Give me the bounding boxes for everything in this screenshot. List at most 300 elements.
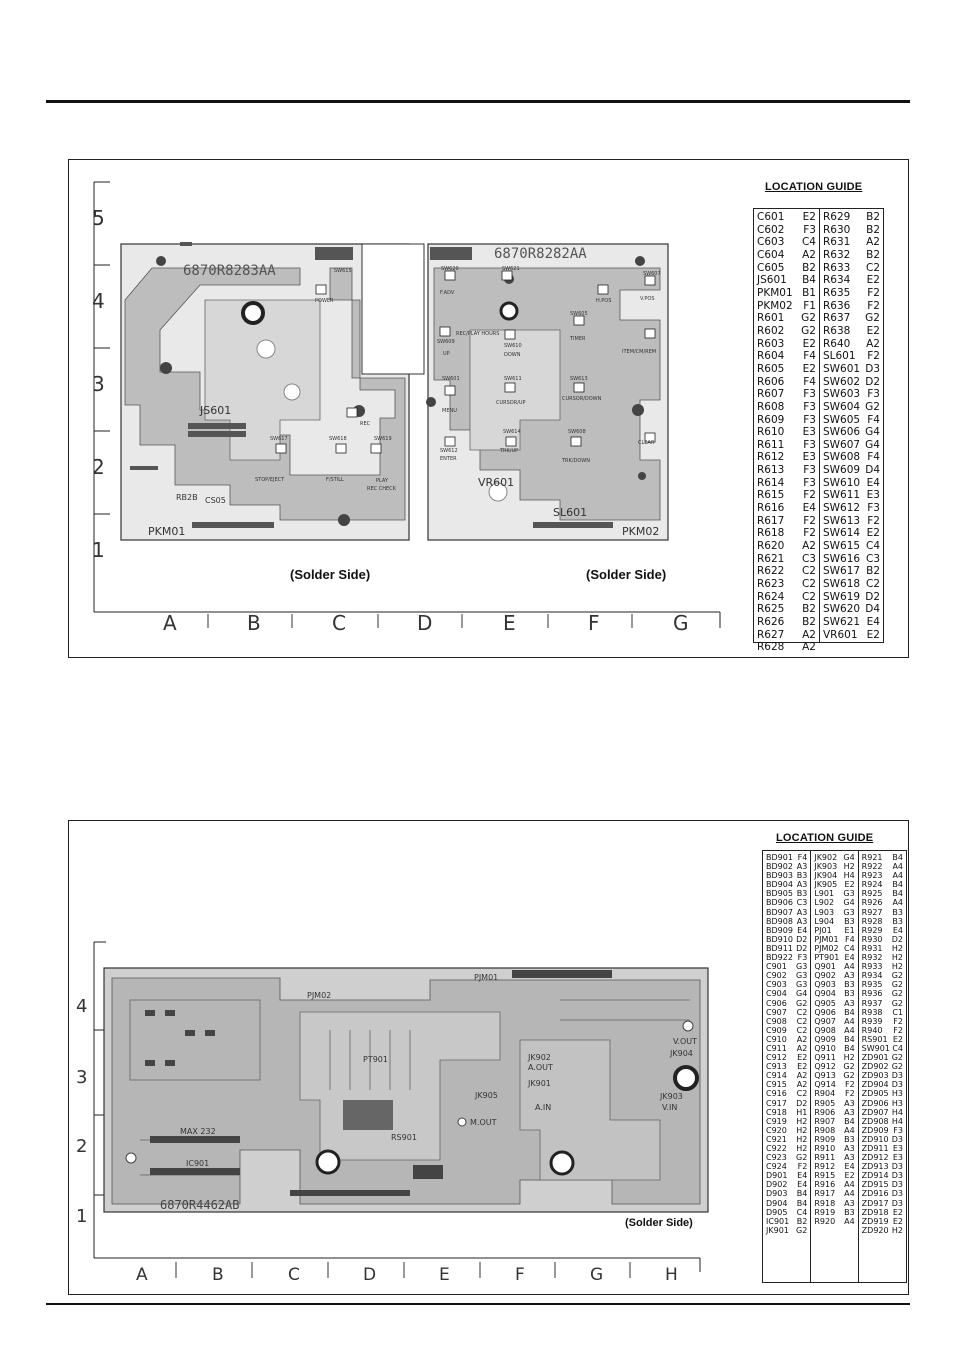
guide-row (862, 889, 903, 898)
guide-location: H4 (843, 871, 855, 881)
guide-part: SW608 (822, 451, 861, 464)
guide-row (814, 962, 854, 971)
guide-location: B3 (844, 1207, 855, 1217)
label-h-pos: H.POS (596, 298, 612, 304)
guide-row (862, 1044, 903, 1053)
guide-row (766, 1135, 807, 1144)
guide-location: F1 (803, 299, 816, 312)
guide-part: L903 (814, 907, 835, 917)
guide-location: F4 (867, 451, 880, 464)
guide-part: ZD902 (861, 1062, 889, 1072)
guide-row (814, 862, 854, 871)
guide-part: JK903 (814, 862, 838, 872)
guide-location: E4 (866, 616, 880, 628)
label-sw619: SW619 (374, 436, 392, 442)
guide-location: G2 (891, 989, 903, 999)
guide-location: A2 (796, 1071, 808, 1081)
guide-part: R606 (757, 375, 785, 388)
guide-part: SW609 (822, 464, 861, 477)
guide-row (814, 1026, 854, 1035)
guide-part: ZD905 (861, 1089, 889, 1099)
label-sw618: SW618 (329, 436, 347, 442)
guide-part: R933 (861, 962, 883, 972)
part-pt901: PT901 (363, 1055, 388, 1064)
guide-row (766, 1126, 807, 1135)
guide-part: C902 (766, 971, 787, 981)
guide-location: H2 (891, 962, 903, 972)
part-jk902: JK902 (528, 1053, 551, 1062)
guide-part: C605 (757, 261, 785, 274)
label-up: UP (443, 351, 450, 357)
guide-row (814, 1126, 854, 1135)
guide-part: R623 (757, 578, 785, 591)
guide-part: ZD918 (861, 1207, 889, 1217)
guide-part: R926 (861, 898, 883, 908)
label-v-pos: V.POS (640, 296, 655, 302)
guide-part: D903 (766, 1189, 788, 1199)
axis-y-3: 3 (92, 372, 105, 396)
guide-location: F3 (803, 438, 816, 451)
guide-part: ZD912 (861, 1153, 889, 1163)
guide-row (814, 1217, 854, 1226)
guide-location: D3 (891, 1198, 903, 1208)
guide-part: R906 (814, 1107, 836, 1117)
guide-part: ZD917 (861, 1198, 889, 1208)
guide-location: G2 (865, 312, 880, 325)
guide-location: D3 (865, 362, 880, 375)
guide-location: F2 (867, 286, 880, 299)
guide-row (814, 889, 854, 898)
guide-row (766, 1226, 807, 1235)
guide-part: D905 (766, 1207, 788, 1217)
guide-location: B2 (796, 1216, 808, 1226)
axis2-y-1: 1 (76, 1206, 88, 1227)
guide-part: R636 (822, 299, 851, 312)
guide-location: A3 (796, 880, 808, 890)
guide-location: D2 (796, 943, 808, 953)
guide-part: R616 (757, 502, 785, 515)
guide-location: C3 (796, 898, 808, 908)
guide-location: E2 (866, 324, 880, 337)
guide-part: SW613 (822, 514, 861, 527)
guide-row (814, 1144, 854, 1153)
guide-row (862, 1071, 903, 1080)
connector-rb2b: RB2B (176, 493, 198, 502)
guide-row (766, 971, 807, 980)
guide-location: F2 (893, 1016, 903, 1026)
guide-part: C917 (766, 1098, 787, 1108)
guide-location: E3 (802, 451, 816, 464)
connector-sl601: SL601 (553, 506, 588, 519)
guide-location: D4 (865, 603, 880, 616)
guide-row (862, 1035, 903, 1044)
guide-row (814, 1208, 854, 1217)
guide-part: Q909 (814, 1034, 836, 1044)
guide-location: C1 (892, 1007, 903, 1017)
guide-location: C4 (865, 540, 880, 553)
guide-location: F3 (867, 388, 880, 401)
guide-location: A2 (802, 540, 816, 553)
label-sw621: SW621 (502, 266, 520, 272)
axis-x-c: C (332, 611, 346, 635)
axis2-x-a: A (136, 1265, 148, 1285)
guide-location: A4 (844, 1180, 855, 1190)
guide-part: R905 (814, 1098, 836, 1108)
guide-row (814, 989, 854, 998)
guide-part: Q913 (814, 1071, 836, 1081)
guide-location: F3 (893, 1125, 903, 1135)
axis2-y-4: 4 (76, 996, 88, 1017)
guide-part: ZD915 (861, 1180, 889, 1190)
guide-part: R910 (814, 1144, 836, 1153)
left-board-label: 6870R8283AA (183, 263, 276, 279)
label-rec-check: REC CHECK (367, 486, 396, 492)
axis2-x-d: D (363, 1265, 377, 1285)
guide-location: E4 (892, 925, 903, 935)
label-rec: REC (360, 421, 371, 427)
guide-row (862, 989, 903, 998)
guide-location: E3 (892, 1144, 903, 1153)
guide-row (766, 935, 807, 944)
guide-location: F2 (844, 1089, 855, 1099)
guide-part: SW620 (822, 603, 861, 616)
guide-part: SW602 (822, 375, 861, 388)
axis-x-g: G (673, 611, 689, 635)
guide-part: R640 (822, 337, 851, 350)
label-sw601: SW601 (442, 376, 460, 382)
guide-part: R909 (814, 1134, 836, 1144)
guide-part: R605 (757, 362, 785, 375)
guide-location: B4 (892, 853, 903, 862)
guide-location: G2 (801, 324, 816, 337)
guide-location: C3 (801, 552, 816, 565)
guide-row (862, 1017, 903, 1026)
label-power: POWER (315, 298, 334, 304)
guide-row (814, 944, 854, 953)
guide-location: C4 (843, 943, 855, 953)
guide-part: IC901 (766, 1216, 790, 1226)
guide-location: B2 (802, 616, 816, 628)
guide-part: Q912 (814, 1062, 836, 1072)
guide-part: Q906 (814, 1007, 836, 1017)
guide-row (814, 971, 854, 980)
guide-part: L904 (814, 916, 835, 926)
guide-location: C2 (796, 1025, 808, 1035)
guide-location: A4 (844, 1216, 855, 1226)
guide-part: R911 (814, 1153, 836, 1163)
guide-location: E2 (892, 1216, 903, 1226)
guide-row (766, 1053, 807, 1062)
guide-row (814, 908, 854, 917)
guide-location: H2 (796, 1125, 808, 1135)
guide-part: ZD904 (861, 1080, 889, 1090)
guide-location: B3 (844, 916, 855, 926)
right-board-label: 6870R8282AA (494, 246, 587, 262)
axis2-x-b: B (212, 1265, 224, 1285)
guide-part: SW604 (822, 400, 861, 413)
guide-location: B4 (892, 880, 903, 890)
guide-location: E3 (892, 1153, 903, 1163)
guide-location: C2 (801, 578, 816, 591)
guide-part: C602 (757, 223, 785, 236)
guide-location: A4 (892, 898, 903, 908)
guide-row (766, 1162, 807, 1171)
guide-part: ZD903 (861, 1071, 889, 1081)
guide-location: D2 (796, 1098, 808, 1108)
guide-location: F3 (803, 400, 816, 413)
guide-part: R638 (822, 324, 851, 337)
guide-location: B3 (844, 980, 855, 990)
guide-location: B4 (802, 274, 816, 287)
label-down: DOWN (504, 352, 521, 358)
guide-location: E4 (844, 953, 855, 963)
guide-location: E4 (797, 1171, 808, 1181)
guide-location: A3 (844, 1107, 855, 1117)
guide-row (766, 1008, 807, 1017)
guide-location: B4 (844, 1007, 855, 1017)
guide-row (862, 1089, 903, 1098)
guide2-col-0 (763, 851, 811, 1282)
guide-location: E2 (802, 337, 816, 350)
guide-part: R611 (757, 438, 785, 451)
guide-location: G2 (843, 1062, 855, 1072)
guide-location: D3 (891, 1071, 903, 1081)
guide-part: R609 (757, 413, 785, 426)
label-sw617: SW617 (270, 436, 288, 442)
guide-location: G3 (843, 907, 855, 917)
guide-part: R920 (814, 1216, 836, 1226)
connector-js601: JS601 (200, 404, 232, 417)
guide-row (814, 1199, 854, 1208)
guide-row (862, 999, 903, 1008)
guide-part: R919 (814, 1207, 836, 1217)
guide-part: ZD913 (861, 1162, 889, 1172)
guide-part: R633 (822, 261, 851, 274)
guide-row (814, 853, 854, 862)
guide-row (814, 917, 854, 926)
guide-row (862, 1080, 903, 1089)
guide-row (814, 898, 854, 907)
guide-row (814, 1108, 854, 1117)
guide-location: A2 (796, 1034, 808, 1044)
guide-row (814, 1071, 854, 1080)
guide-part: R624 (757, 590, 785, 603)
guide-location: G3 (843, 889, 855, 899)
guide-part: SW607 (822, 438, 861, 451)
guide-location: H2 (891, 953, 903, 963)
connector-cs05: CS05 (205, 496, 226, 505)
guide-part: ZD914 (861, 1171, 889, 1181)
guide-location: D4 (865, 464, 880, 477)
guide-row (814, 1180, 854, 1189)
guide-row (766, 953, 807, 962)
guide-row (766, 1044, 807, 1053)
guide-location: F2 (803, 514, 816, 527)
guide-row (814, 1089, 854, 1098)
guide-row (766, 1026, 807, 1035)
axis-x-e: E (503, 611, 516, 635)
guide-part: R620 (757, 540, 785, 553)
guide-row (862, 1199, 903, 1208)
guide-part: R629 (822, 211, 851, 223)
guide-location: B3 (892, 907, 903, 917)
guide-part: R622 (757, 565, 785, 578)
guide-location: E2 (866, 527, 880, 540)
guide-location: A2 (866, 337, 880, 350)
guide-row (862, 1144, 903, 1153)
guide-location: F3 (797, 953, 808, 963)
guide-location: A4 (844, 962, 855, 972)
guide-part: SW619 (822, 590, 861, 603)
axis-x-f: F (588, 611, 600, 635)
guide-location: A3 (844, 1153, 855, 1163)
guide-location: F2 (867, 514, 880, 527)
guide-part: SW901 (861, 1043, 890, 1053)
guide-part: PT901 (814, 953, 840, 963)
guide-location: G2 (796, 1153, 808, 1163)
guide-location: D2 (865, 590, 880, 603)
guide-part: VR601 (822, 628, 858, 641)
guide-part: Q908 (814, 1025, 836, 1035)
guide-row (862, 908, 903, 917)
guide-part: R627 (757, 628, 785, 641)
guide-part: C920 (766, 1125, 787, 1135)
guide-part: JK901 (766, 1225, 789, 1235)
jack-board-label: 6870R4462AB (160, 1198, 240, 1212)
guide-row (814, 880, 854, 889)
guide-location: B2 (802, 603, 816, 616)
label-item-cm-rem: ITEM/CM/REM (622, 349, 657, 355)
part-jk903: JK903 (660, 1092, 683, 1101)
guide-location: A4 (844, 1025, 855, 1035)
guide-part: Q901 (814, 962, 836, 972)
label-sw608: SW608 (568, 429, 586, 435)
guide-location: F4 (867, 413, 880, 426)
guide-part: PJ01 (814, 925, 832, 935)
guide-part: C922 (766, 1144, 787, 1153)
guide-location: G2 (891, 1062, 903, 1072)
axis2-x-g: G (590, 1265, 604, 1285)
guide-part: R928 (861, 916, 883, 926)
guide-location: H2 (891, 1225, 903, 1235)
guide-location: H2 (796, 1134, 808, 1144)
guide-part: ZD907 (861, 1107, 889, 1117)
jack-board (104, 968, 708, 1229)
guide-row (814, 1062, 854, 1071)
guide-row (814, 1008, 854, 1017)
guide-part: C604 (757, 248, 785, 261)
guide-row (862, 1008, 903, 1017)
guide-location: C4 (892, 1043, 903, 1053)
part-max232: MAX 232 (180, 1127, 216, 1136)
part-pjm02: PJM02 (307, 991, 332, 1000)
guide-part: PJM01 (814, 934, 839, 944)
guide-part: R602 (757, 324, 785, 337)
guide-location: D2 (891, 934, 903, 944)
guide-part: R630 (822, 223, 851, 236)
guide-part: R921 (861, 853, 883, 862)
guide-part: BD905 (766, 889, 793, 899)
guide-location: H3 (891, 1089, 903, 1099)
axis-y-5: 5 (92, 206, 105, 230)
guide-part: SW606 (822, 426, 861, 439)
label-sw615: SW615 (334, 268, 352, 274)
guide-row (862, 1108, 903, 1117)
guide-location: B3 (796, 889, 808, 899)
label-f-still: F/STILL (326, 477, 344, 483)
guide-row (862, 935, 903, 944)
location-guide-table-2 (762, 850, 907, 1283)
guide-part: SW616 (822, 552, 861, 565)
guide-part: BD904 (766, 880, 793, 890)
axis-y-2: 2 (92, 455, 105, 479)
guide-part: R936 (861, 989, 883, 999)
guide-location: A2 (796, 1080, 808, 1090)
guide-location: D3 (891, 1080, 903, 1090)
guide-part: BD902 (766, 862, 793, 872)
guide-row (862, 1189, 903, 1198)
guide-row (814, 1189, 854, 1198)
guide-part: C904 (766, 989, 787, 999)
guide-part: C913 (766, 1062, 787, 1072)
guide-part: C901 (766, 962, 787, 972)
guide-location: G4 (865, 438, 880, 451)
guide-row (766, 980, 807, 989)
guide-part: R907 (814, 1116, 836, 1126)
guide-part: Q905 (814, 998, 836, 1008)
guide-location: F2 (893, 1025, 903, 1035)
guide-location: E4 (797, 925, 808, 935)
guide-part: D902 (766, 1180, 788, 1190)
guide-row (814, 953, 854, 962)
label-rec-play-hours: REC/PLAY HOURS (456, 331, 500, 337)
axis2-y-3: 3 (76, 1067, 88, 1088)
guide-location: D2 (796, 934, 808, 944)
label-play: PLAY (376, 478, 389, 484)
guide-row (766, 1108, 807, 1117)
guide-part: R916 (814, 1180, 836, 1190)
guide-location: F3 (803, 464, 816, 477)
guide-part: RS901 (861, 1034, 888, 1044)
guide-location: C2 (801, 565, 816, 578)
guide-row (766, 1180, 807, 1189)
guide-location: A2 (796, 1043, 808, 1053)
guide-location: B2 (866, 565, 880, 578)
guide2-col-1 (811, 851, 858, 1282)
guide2-col-2 (859, 851, 906, 1282)
guide-part: R931 (861, 943, 883, 953)
guide-part: R613 (757, 464, 785, 477)
guide-location: E2 (802, 211, 816, 223)
guide-row (862, 898, 903, 907)
guide-location: A4 (892, 862, 903, 872)
guide-location: E2 (844, 880, 855, 890)
label-stop-eject: STOP/EJECT (255, 477, 285, 483)
label-timer: TIMER (570, 336, 586, 342)
guide-part: R628 (757, 641, 785, 654)
guide-row (766, 1208, 807, 1217)
guide-part: C911 (766, 1043, 787, 1053)
guide-row (766, 944, 807, 953)
label-sw611: SW611 (504, 376, 522, 382)
guide-location: E2 (892, 1034, 903, 1044)
guide-part: R637 (822, 312, 851, 325)
guide-location: D2 (865, 375, 880, 388)
guide-part: R922 (861, 862, 883, 872)
guide-part: R930 (861, 934, 883, 944)
guide-location: C2 (865, 261, 880, 274)
guide-part: C912 (766, 1053, 787, 1063)
